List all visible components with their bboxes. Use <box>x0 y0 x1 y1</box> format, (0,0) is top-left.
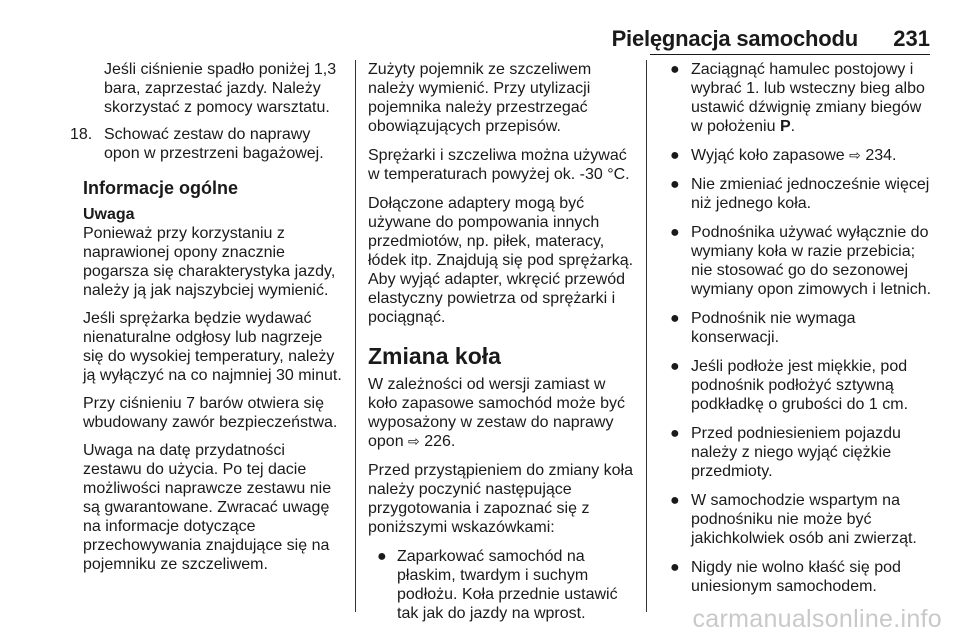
bullet-item <box>664 60 934 136</box>
note-paragraph: Ponieważ przy korzystaniu z naprawionej opony znacznie pogarsza się charakterystyka jazdy, należy ją jak najszybciej wymienić. <box>83 225 336 299</box>
page-reference[interactable]: 226. <box>424 433 456 450</box>
note-block <box>83 205 345 574</box>
bullet-text: Nigdy nie wolno kłaść się pod uniesionym samochodem. <box>691 559 901 595</box>
bullet-icon: ● <box>670 559 680 576</box>
bullet-icon: ● <box>670 61 680 78</box>
paragraph <box>368 375 636 451</box>
bullet-icon: ● <box>377 548 387 565</box>
bullet-text-end: . <box>790 118 796 135</box>
paragraph: Sprężarki i szczeliwa można używać w temperaturach powyżej ok. -30 °C. <box>368 147 630 183</box>
gear-position-label: P <box>779 118 791 135</box>
bullet-item <box>368 547 636 623</box>
page-header <box>0 0 960 54</box>
bullet-text: Podnośnik nie wymaga konserwacji. <box>691 310 856 346</box>
reference-arrow-icon: ⇨ <box>408 433 420 449</box>
page-reference[interactable]: 234. <box>865 147 897 164</box>
step-text: Schować zestaw do naprawy opon w przestrzeni bagażowej. <box>104 126 324 162</box>
bullet-icon: ● <box>670 176 680 193</box>
bullet-item <box>664 491 934 548</box>
paragraph: Dołączone adaptery mogą być używane do pompowania innych przedmiotów, np. piłek, materacy, łódek itp. Znajdują się pod sprężarką. Aby wyjąć adapter, wkręcić przewód elastyczny powietrza od sprężarki i pociągnąć. <box>368 195 634 326</box>
bullet-item <box>664 309 934 347</box>
paragraph: Przed przystąpieniem do zmiany koła należy poczynić następujące przygotowania i zapoznać się z poniższymi wskazówkami: <box>368 462 634 536</box>
note-paragraph: Przy ciśnieniu 7 barów otwiera się wbudowany zawór bezpieczeństwa. <box>83 395 338 431</box>
note-paragraph: Uwaga na datę przydatności zestawu do użycia. Po tej dacie możliwości naprawcze zestawu nie są gwarantowane. Zwracać uwagę na informacje dotyczące przechowywania znajdujące się na pojemniku ze szczeliwem. <box>83 442 332 573</box>
paragraph-text: W zależności od wersji zamiast w koło zapasowe samochód może być wyposażony w zestaw do naprawy opon <box>368 376 626 450</box>
paragraph: Zużyty pojemnik ze szczeliwem należy wymienić. Przy utylizacji pojemnika należy przestrzegać obowiązujących przepisów. <box>368 61 592 135</box>
bullet-item <box>664 357 934 414</box>
bullet-icon: ● <box>670 224 680 241</box>
section-heading-general: Informacje ogólne <box>83 178 239 198</box>
watermark: carmanualsonline.info <box>692 605 942 633</box>
column-3 <box>664 60 934 606</box>
bullet-icon: ● <box>670 358 680 375</box>
bullet-text: Zaparkować samochód na płaskim, twardym i suchym podłożu. Koła przednie ustawić tak jak do jazdy na wprost. <box>397 548 618 622</box>
bullet-item <box>664 223 934 299</box>
column-divider <box>646 60 647 612</box>
step-number: 18. <box>70 126 93 143</box>
bullet-text: Przed podniesieniem pojazdu należy z niego wyjąć ciężkie przedmioty. <box>691 425 901 480</box>
page-number: 231 <box>893 26 930 51</box>
column-1 <box>70 60 345 583</box>
note-title: Uwaga <box>83 206 135 223</box>
bullet-item <box>664 558 934 596</box>
bullet-text: Podnośnika używać wyłącznie do wymiany koła w razie przebicia; nie stosować go do sezonowej wymiany opon zimowych i letnich. <box>691 224 932 298</box>
bullet-text: Jeśli podłoże jest miękkie, pod podnośnik podłożyć sztywną podkładkę o grubości do 1 cm. <box>691 358 909 413</box>
bullet-text: W samochodzie wspartym na podnośniku nie może być jakichkolwiek osób ani zwierząt. <box>691 492 917 547</box>
bullet-icon: ● <box>670 310 680 327</box>
reference-arrow-icon: ⇨ <box>849 147 861 163</box>
column-2 <box>368 60 636 633</box>
bullet-icon: ● <box>670 425 680 442</box>
step-18 <box>70 125 345 163</box>
bullet-text: Wyjąć koło zapasowe <box>691 147 845 164</box>
column-divider <box>355 60 356 612</box>
bullet-icon: ● <box>670 147 680 164</box>
bullet-text: Nie zmieniać jednocześnie więcej niż jednego koła. <box>691 176 930 212</box>
bullet-icon: ● <box>670 492 680 509</box>
bullet-item <box>664 146 934 165</box>
note-paragraph: Jeśli sprężarka będzie wydawać nienaturalne odgłosy lub nagrzeje się do wysokiej temperatury, należy ją wyłączyć na co najmniej 30 minut. <box>83 310 342 384</box>
bullet-text: Zaciągnąć hamulec postojowy i wybrać 1. lub wsteczny bieg albo ustawić dźwignię zmiany biegów w położeniu <box>691 61 925 135</box>
header-rule <box>650 54 930 55</box>
section-heading-wheel-change: Zmiana koła <box>368 343 501 369</box>
bullet-item <box>664 424 934 481</box>
step-continuation: Jeśli ciśnienie spadło poniżej 1,3 bara, zaprzestać jazdy. Należy skorzystać z pomocy warsztatu. <box>104 61 337 116</box>
page-title: Pielęgnacja samochodu <box>611 26 858 51</box>
bullet-item <box>664 175 934 213</box>
